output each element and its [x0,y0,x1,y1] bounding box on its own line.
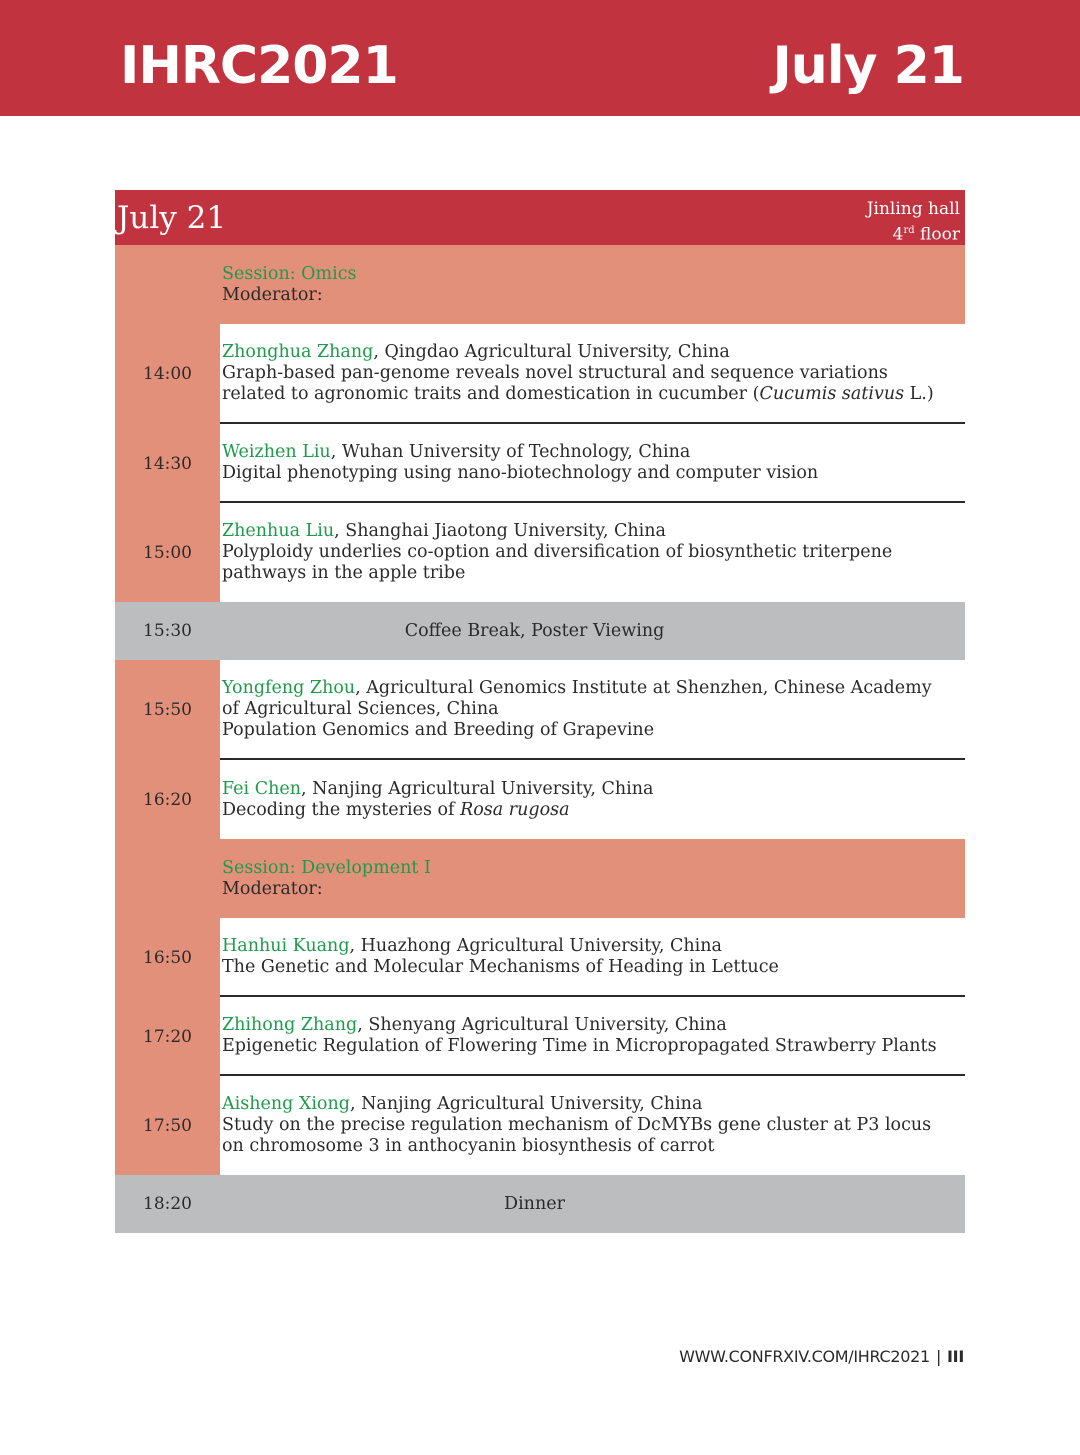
talk-cell [220,324,965,424]
talk-time: 14:30 [115,424,220,503]
talk-time: 15:50 [115,660,220,760]
venue-hall: Jinling hall [866,199,960,219]
session-cell [220,245,965,324]
talk-row [115,503,965,602]
talk-speaker-line [222,678,951,720]
speaker-name: Hanhui Kuang [222,935,350,956]
break-time: 15:30 [115,602,220,660]
talk-time: 15:00 [115,503,220,602]
page-number: III [947,1347,964,1366]
top-banner [0,0,1080,116]
talk-title: Epigenetic Regulation of Flowering Time in Micropropagated Strawberry Plants [222,1035,937,1056]
talk-speaker-line [222,779,951,800]
schedule-date: July 21 [117,200,227,236]
break-time: 18:20 [115,1175,220,1233]
break-row [115,602,965,660]
talk-row [115,660,965,760]
break-label: Coffee Break, Poster Viewing [404,620,665,641]
session-cell [220,839,965,918]
talk-speaker-line [222,936,951,957]
footer-separator: | [935,1347,942,1366]
time-cell [115,245,220,324]
session-title: Session: Development I [222,857,431,878]
venue [867,199,960,246]
conference-title: IHRC2021 [120,36,398,96]
talk-title: Digital phenotyping using nano-biotechnology and computer vision [222,462,819,483]
talk-title: Polyploidy underlies co-option and diversification of biosynthetic triterpene pathways in the apple tribe [222,542,893,583]
talk-time: 17:20 [115,997,220,1076]
break-label: Dinner [504,1193,565,1214]
speaker-affiliation: , Huazhong Agricultural University, China [349,935,722,956]
talk-row [115,918,965,997]
talk-row [115,997,965,1076]
talk-time: 16:20 [115,760,220,839]
speaker-affiliation: , Qingdao Agricultural University, China [373,341,730,362]
talk-cell [220,918,965,997]
session-development-row [115,839,965,918]
talk-row [115,1076,965,1175]
talk-cell [220,503,965,602]
talk-row [115,760,965,839]
talk-cell [220,1076,965,1175]
schedule-table [115,190,965,1233]
speaker-affiliation: , Shanghai Jiaotong University, China [334,521,666,541]
talk-time: 16:50 [115,918,220,997]
banner-date: July 21 [772,36,964,96]
speaker-name: Aisheng Xiong [222,1094,350,1114]
talk-row [115,424,965,503]
session-moderator: Moderator: [222,878,323,899]
talk-time: 14:00 [115,324,220,424]
speaker-name: Zhonghua Zhang [222,341,374,362]
talk-speaker-line [222,1094,951,1115]
talk-cell [220,997,965,1076]
speaker-affiliation: , Nanjing Agricultural University, China [349,1094,703,1114]
schedule-header [115,190,965,245]
speaker-affiliation: , Agricultural Genomics Institute at Shenzhen, Chinese Academy of Agricultural Sciences, China [222,677,932,719]
footer [679,1347,964,1366]
speaker-name: Zhihong Zhang [222,1014,358,1035]
talk-cell [220,424,965,503]
talk-row [115,324,965,424]
speaker-name: Weizhen Liu [222,441,331,462]
speaker-name: Yongfeng Zhou [222,677,356,698]
talk-title: Population Genomics and Breeding of Grapevine [222,719,655,740]
talk-title: Graph-based pan-genome reveals novel structural and sequence variations related to agronomic traits and domestication in cucumber (Cucumis sativus L.) [222,362,934,404]
talk-cell [220,660,965,760]
session-moderator: Moderator: [222,284,323,305]
session-title: Session: Omics [222,263,357,284]
speaker-affiliation: , Shenyang Agricultural University, China [357,1014,727,1035]
time-cell [115,839,220,918]
session-omics-row [115,245,965,324]
talk-speaker-line [222,442,951,463]
talk-title: The Genetic and Molecular Mechanisms of Heading in Lettuce [222,956,779,977]
venue-floor: 4rd floor [892,224,960,245]
talk-cell [220,760,965,839]
break-row [115,1175,965,1233]
speaker-affiliation: , Nanjing Agricultural University, China [301,778,654,799]
talk-title: Study on the precise regulation mechanism of DcMYBs gene cluster at P3 locus on chromosome 3 in anthocyanin biosynthesis of carrot [222,1115,932,1156]
speaker-affiliation: , Wuhan University of Technology, China [330,441,691,462]
footer-url: WWW.CONFRXIV.COM/IHRC2021 [679,1347,930,1366]
talk-time: 17:50 [115,1076,220,1175]
talk-speaker-line [222,1015,951,1036]
speaker-name: Zhenhua Liu [222,521,335,541]
talk-title: Decoding the mysteries of Rosa rugosa [222,799,570,820]
talk-speaker-line [222,521,951,542]
speaker-name: Fei Chen [222,778,301,799]
talk-speaker-line [222,342,951,363]
